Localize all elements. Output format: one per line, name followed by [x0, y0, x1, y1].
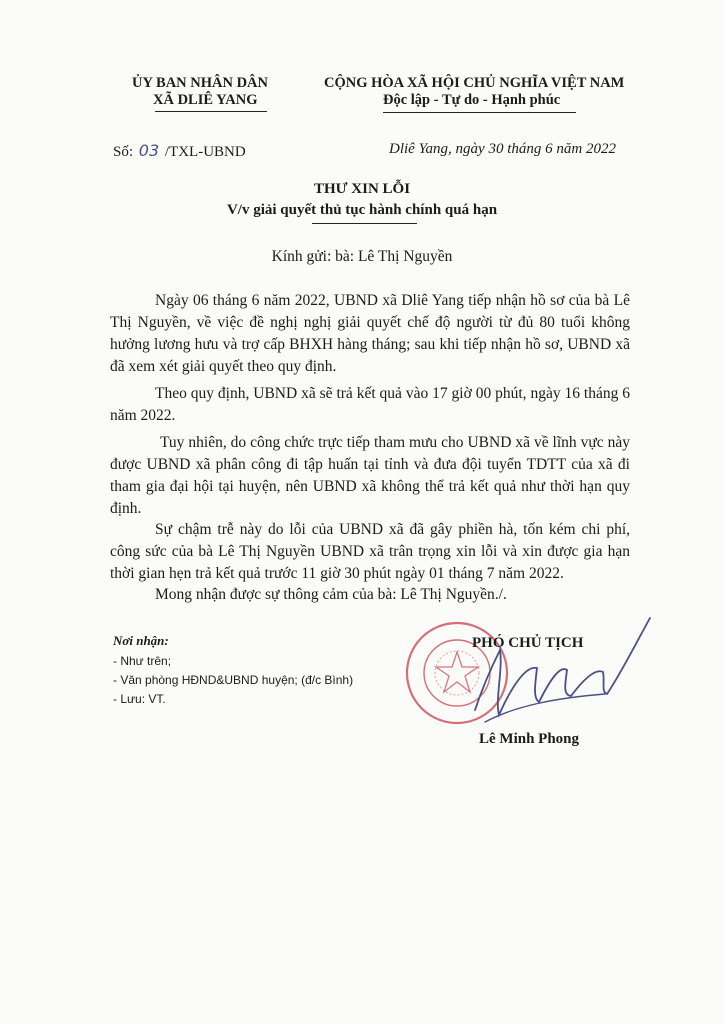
recipient-item: - Văn phòng HĐND&UBND huyện; (đ/c Bình) [113, 673, 354, 687]
motto-underline [383, 112, 576, 113]
recipient-item: - Như trên; [113, 654, 172, 668]
handwritten-signature [455, 610, 665, 730]
recipient-item: - Lưu: VT. [113, 692, 166, 706]
addressee: Kính gửi: bà: Lê Thị Nguyền [271, 248, 453, 265]
document-subject: V/v giải quyết thủ tục hành chính quá hạn [226, 202, 498, 218]
agency-name-line1: ỦY BAN NHÂN DÂN [132, 75, 269, 91]
document-title: THƯ XIN LỖI [313, 181, 411, 197]
body-paragraph-4: Sự chậm trễ này do lỗi của UBND xã đã gây phiền hà, tốn kém chi phí, công sức của bà Lê Thị Nguyền UBND xã trân trọng xin lỗi và xin được gia hạn thời gian hẹn trả kết quả trước 11 giờ 30 phút ngày 01 tháng 7 năm 2022. [110, 521, 630, 582]
recipients-label: Nơi nhận: [113, 633, 169, 648]
document-number [113, 141, 246, 161]
national-motto: Độc lập - Tự do - Hạnh phúc [383, 92, 561, 108]
body-paragraph-5: Mong nhận được sự thông cảm của bà: Lê Thị Nguyền./. [155, 586, 507, 603]
subject-underline [312, 223, 417, 224]
national-title: CỘNG HÒA XÃ HỘI CHỦ NGHĨA VIỆT NAM [324, 75, 625, 91]
signer-position: PHÓ CHỦ TỊCH [472, 635, 584, 651]
doc-number-suffix: /TXL-UBND [164, 144, 246, 160]
body-paragraph-3: Tuy nhiên, do công chức trực tiếp tham mưu cho UBND xã về lĩnh vực này được UBND xã phân công đi tập huấn tại tỉnh và đưa đội tuyển TDTT của xã đi tham gia đại hội tại huyện, nên UBND xã không thể trả kết quả như thời hạn quy định. [110, 434, 630, 517]
body-paragraph-1: Ngày 06 tháng 6 năm 2022, UBND xã Dliê Yang tiếp nhận hồ sơ của bà Lê Thị Nguyền, về việc đề nghị nghị giải quyết chế độ người từ đủ 80 tuổi không hưởng lương hưu và trợ cấp BHXH hàng tháng; sau khi tiếp nhận hồ sơ, UBND xã đã xem xét giải quyết theo quy định. [110, 292, 630, 375]
doc-number-prefix: Số: [113, 144, 134, 160]
agency-underline [155, 111, 267, 112]
place-date: Dliê Yang, ngày 30 tháng 6 năm 2022 [389, 141, 616, 157]
agency-name-line2: XÃ DLIÊ YANG [153, 92, 258, 108]
doc-number-handwritten: 03 [138, 141, 160, 160]
body-paragraph-2: Theo quy định, UBND xã sẽ trả kết quả vào 17 giờ 00 phút, ngày 16 tháng 6 năm 2022. [110, 385, 630, 424]
signer-name: Lê Minh Phong [479, 731, 580, 747]
